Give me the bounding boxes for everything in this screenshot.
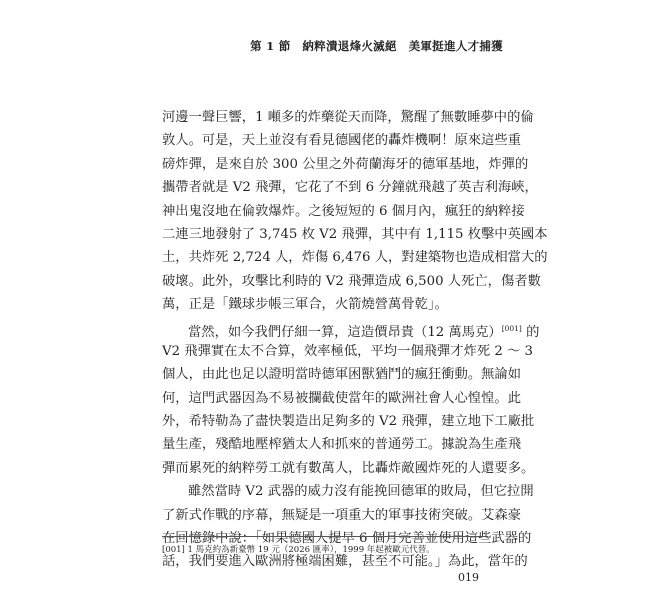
text-line: V2 飛彈實在太不合算，效率極低，平均一個飛彈才炸死 2 ～ 3 [162, 343, 534, 359]
text-line: 個人，由此也足以證明當時德軍困獸猶鬥的瘋狂衝動。無論如 [162, 367, 522, 383]
text-line: 磅炸彈，是來自於 300 公里之外荷蘭海牙的德軍基地，炸彈的 [162, 156, 529, 172]
text-line: 量生產，殘酷地壓榨猶太人和抓來的普通勞工。據說為生產飛 [162, 437, 522, 453]
footnote-reference[interactable]: [001] [501, 323, 522, 333]
text-line: 敦人。可是，天上並沒有看見德國佬的轟炸機啊！原來這些重 [162, 133, 522, 149]
text-line: 神出鬼沒地在倫敦爆炸。之後短短的 6 個月內，瘋狂的納粹接 [162, 203, 525, 219]
text-line: 了新式作戰的序幕，無疑是一項重大的軍事技術突破。艾森豪 [162, 507, 522, 523]
paragraph-3-first-line: 雖然當時 V2 武器的威力沒有能挽回德軍的敗局，但它拉開 [188, 484, 534, 500]
text-line: 攜帶者就是 V2 飛彈，它花了不到 6 分鐘就飛越了英吉利海峽， [162, 180, 538, 196]
page-number: 019 [458, 571, 479, 584]
text-line: 在回憶錄中說：「如果德國人提早 6 個月完善並使用這些武器的 [162, 531, 532, 547]
paragraph-2-first-line [162, 317, 540, 340]
text-line: 萬，正是「鐵球步帳三軍合，火箭燒營萬骨乾」。 [162, 297, 448, 313]
text-run: 當然，如今我們仔細一算，這造價昂貴（12 萬馬克） [188, 324, 502, 340]
text-run: 的 [521, 324, 540, 340]
text-line: 河邊一聲巨響，1 噸多的炸藥從天而降，驚醒了無數睡夢中的倫 [162, 110, 534, 125]
text-line: 話，我們要進入歐洲將極端困難，甚至不可能。」為此，當年的 [162, 554, 528, 570]
text-line: 何，這門武器因為不易被攔截使當年的歐洲社會人心惶惶。此 [162, 390, 522, 406]
text-line: 彈而累死的納粹勞工就有數萬人，比轟炸敵國炸死的人還要多。 [162, 460, 535, 476]
text-line: 外，希特勒為了盡快製造出足夠多的 V2 飛彈，建立地下工廠批 [162, 414, 535, 430]
footnote: [001] 1 馬克約為新臺幣 19 元（2026 匯率），1999 年起被歐元代替。 [162, 545, 435, 555]
running-head: 第 1 節 納粹潰退烽火滅絕 美軍挺進人才捕獲 [250, 39, 503, 53]
body-text [162, 106, 548, 574]
text-line: 二連三地發射了 3,745 枚 V2 飛彈，其中有 1,115 枚擊中英國本 [162, 226, 548, 242]
text-line: 破壞。此外，攻擊比利時的 V2 飛彈造成 6,500 人死亡，傷者數 [162, 273, 541, 289]
footnote-divider [162, 536, 488, 537]
text-line: 土，共炸死 2,724 人，炸傷 6,476 人，對建築物也造成相當大的 [162, 250, 548, 266]
